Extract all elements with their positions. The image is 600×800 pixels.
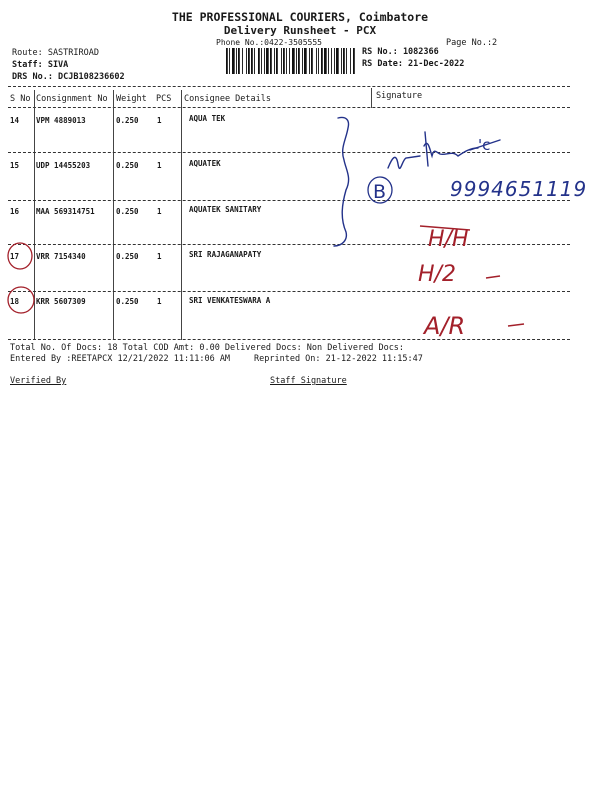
handwritten-remark-18: A/R [424,312,466,340]
row-pcs: 1 [157,161,162,170]
col-header-consignment: Consignment No [36,94,108,104]
handwritten-tag: 'c [478,136,491,154]
circle-mark-18 [8,287,34,313]
col-header-weight: Weight [116,94,147,104]
row-pcs: 1 [157,116,162,125]
staff-label: Staff: SIVA [12,60,69,70]
phone-number: Phone No.:0422-3505555 [216,38,322,47]
verified-by: Verified By [10,376,67,386]
page-number: Page No.:2 [446,38,498,48]
remark-dash [508,324,524,326]
handwritten-phone: 9994651119 [450,177,588,201]
row-weight: 0.250 [116,116,139,125]
col-header-signature: Signature [376,91,423,101]
reprinted-on: Reprinted On: 21-12-2022 11:15:47 [254,354,423,364]
row-consignment: MAA 569314751 [36,207,95,216]
totals-line: Total No. Of Docs: 18 Total COD Amt: 0.00 Delivered Docs: Non Delivered Docs: [10,343,405,353]
route-label: Route: SASTRIROAD [12,48,99,58]
row-pcs: 1 [157,207,162,216]
row-consignee: AQUATEK [189,159,221,168]
col-header-sno: S No [10,94,31,104]
initial-circle [368,177,392,203]
runsheet-subtitle: Delivery Runsheet - PCX [223,24,377,37]
rs-date: RS Date: 21-Dec-2022 [362,59,465,69]
row-sno: 15 [10,161,20,170]
row-weight: 0.250 [116,207,139,216]
col-header-pcs: PCS [156,94,172,104]
row-weight: 0.250 [116,297,139,306]
row-consignment: VPM 4889013 [36,116,86,125]
row-sno: 17 [10,252,20,261]
row-consignee: SRI VENKATESWARA A [189,296,271,305]
handwritten-initial: B [373,181,387,203]
row-pcs: 1 [157,297,162,306]
row-consignment: KRR 5607309 [36,297,86,306]
row-weight: 0.250 [116,252,139,261]
row-consignee: SRI RAJAGANAPATY [189,250,262,259]
company-title: THE PROFESSIONAL COURIERS, Coimbatore [171,10,429,24]
row-sno: 16 [10,207,20,216]
remark-dash [486,276,500,278]
row-consignee: AQUA TEK [189,114,226,123]
circle-mark-17 [8,243,32,269]
row-weight: 0.250 [116,161,139,170]
row-consignee: AQUATEK SANITARY [189,205,262,214]
row-consignment: UDP 14455203 [36,161,91,170]
row-sno: 14 [10,116,20,125]
row-sno: 18 [10,297,20,306]
handwritten-remark-17: H/2 [418,262,456,287]
entered-by: Entered By :REETAPCX 12/21/2022 11:11:06 AM [10,354,231,364]
col-header-consignee: Consignee Details [184,94,271,104]
drs-number: DRS No.: DCJB108236602 [12,72,125,82]
handwritten-remark-16: H/H [428,227,469,252]
rs-number: RS No.: 1082366 [362,47,439,57]
staff-signature: Staff Signature [270,376,347,386]
row-consignment: VRR 7154340 [36,252,86,261]
row-pcs: 1 [157,252,162,261]
